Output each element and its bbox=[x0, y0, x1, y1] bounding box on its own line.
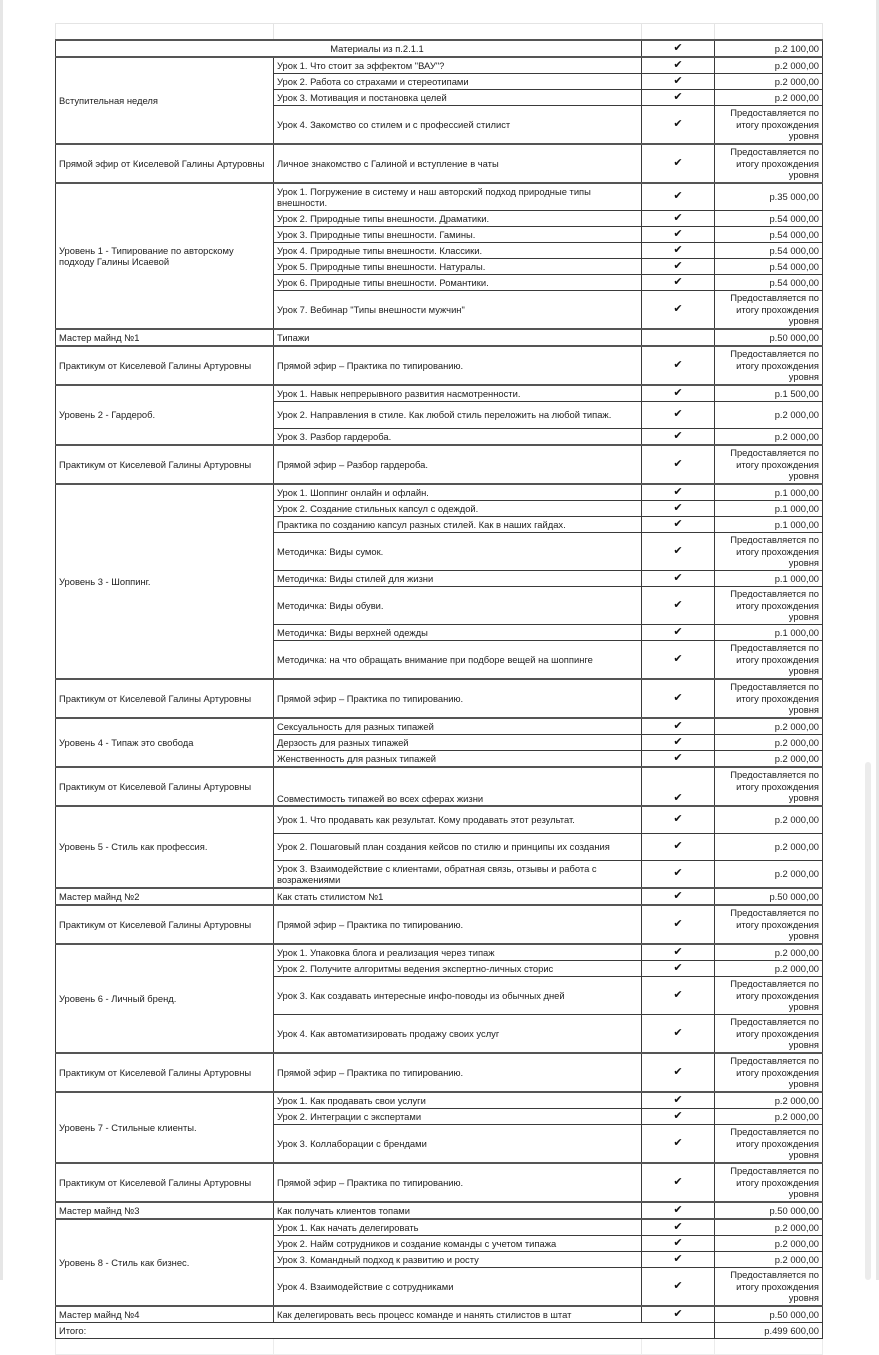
check-icon: ✔ bbox=[642, 1219, 715, 1236]
price-cell: р.2 000,00 bbox=[715, 944, 823, 961]
table-row bbox=[56, 1163, 823, 1202]
materials-price: р.2 100,00 bbox=[715, 40, 823, 57]
lesson-item: Урок 2. Природные типы внешности. Драматики. bbox=[274, 211, 642, 227]
price-table-sheet bbox=[55, 23, 822, 1355]
lesson-item: Совместимость типажей во всех сферах жизни bbox=[274, 767, 642, 806]
lesson-item: Урок 1. Погружение в систему и наш авторский подход природные типы внешности. bbox=[274, 183, 642, 211]
price-cell: р.35 000,00 bbox=[715, 183, 823, 211]
price-cell: р.2 000,00 bbox=[715, 1252, 823, 1268]
check-icon: ✔ bbox=[642, 74, 715, 90]
section-title: Уровень 3 - Шоппинг. bbox=[56, 484, 274, 679]
check-icon: ✔ bbox=[642, 679, 715, 718]
check-icon: ✔ bbox=[642, 625, 715, 641]
table-row bbox=[56, 679, 823, 718]
section-title: Практикум от Киселевой Галины Артуровны bbox=[56, 346, 274, 385]
section-title: Мастер майнд №4 bbox=[56, 1306, 274, 1323]
lesson-item: Урок 3. Коллаборации с брендами bbox=[274, 1125, 642, 1164]
section-title: Прямой эфир от Киселевой Галины Артуровны bbox=[56, 144, 274, 183]
section-title: Уровень 4 - Типаж это свобода bbox=[56, 718, 274, 767]
price-cell: р.2 000,00 bbox=[715, 90, 823, 106]
check-icon: ✔ bbox=[642, 533, 715, 571]
check-icon: ✔ bbox=[642, 1306, 715, 1323]
lesson-item: Дерзость для разных типажей bbox=[274, 735, 642, 751]
lesson-item: Методичка: Виды обуви. bbox=[274, 587, 642, 625]
check-icon: ✔ bbox=[642, 1015, 715, 1054]
price-cell: р.50 000,00 bbox=[715, 1306, 823, 1323]
check-icon: ✔ bbox=[642, 429, 715, 446]
check-icon: ✔ bbox=[642, 57, 715, 74]
materials-label: Материалы из п.2.1.1 bbox=[56, 40, 642, 57]
price-cell: р.1 500,00 bbox=[715, 385, 823, 402]
price-cell: Предоставляется по итогу прохождения уровня bbox=[715, 106, 823, 145]
table-row bbox=[56, 944, 823, 961]
price-cell: р.2 000,00 bbox=[715, 718, 823, 735]
lesson-item: Прямой эфир – Практика по типированию. bbox=[274, 1053, 642, 1092]
check-icon: ✔ bbox=[642, 106, 715, 145]
check-icon: ✔ bbox=[642, 718, 715, 735]
check-icon: ✔ bbox=[642, 1202, 715, 1219]
table-row bbox=[56, 1202, 823, 1219]
check-icon: ✔ bbox=[642, 291, 715, 330]
lesson-item: Методичка: Виды стилей для жизни bbox=[274, 571, 642, 587]
check-icon: ✔ bbox=[642, 1268, 715, 1307]
table-row bbox=[56, 144, 823, 183]
price-cell: р.2 000,00 bbox=[715, 1109, 823, 1125]
lesson-item: Как делегировать весь процесс команде и нанять стилистов в штат bbox=[274, 1306, 642, 1323]
lesson-item: Урок 2. Получите алгоритмы ведения экспертно-личных сторис bbox=[274, 961, 642, 977]
price-cell: р.2 000,00 bbox=[715, 735, 823, 751]
lesson-item: Урок 1. Что продавать как результат. Кому продавать этот результат. bbox=[274, 806, 642, 834]
table-row bbox=[56, 329, 823, 346]
section-title: Практикум от Киселевой Галины Артуровны bbox=[56, 905, 274, 944]
price-cell: р.2 000,00 bbox=[715, 834, 823, 861]
total-label: Итого: bbox=[56, 1323, 715, 1339]
price-cell: р.2 000,00 bbox=[715, 1236, 823, 1252]
price-cell: р.50 000,00 bbox=[715, 888, 823, 905]
section-title: Мастер майнд №2 bbox=[56, 888, 274, 905]
lesson-item: Урок 1. Шоппинг онлайн и офлайн. bbox=[274, 484, 642, 501]
lesson-item: Урок 4. Взаимодействие с сотрудниками bbox=[274, 1268, 642, 1307]
lesson-item: Прямой эфир – Разбор гардероба. bbox=[274, 445, 642, 484]
price-cell: р.2 000,00 bbox=[715, 806, 823, 834]
price-cell: р.54 000,00 bbox=[715, 275, 823, 291]
check-icon: ✔ bbox=[642, 211, 715, 227]
lesson-item: Методичка: Виды верхней одежды bbox=[274, 625, 642, 641]
section-title: Уровень 8 - Стиль как бизнес. bbox=[56, 1219, 274, 1306]
check-icon: ✔ bbox=[642, 1125, 715, 1164]
check-icon: ✔ bbox=[642, 1053, 715, 1092]
price-cell: р.50 000,00 bbox=[715, 329, 823, 346]
course-price-table bbox=[55, 23, 823, 1355]
table-row bbox=[56, 806, 823, 834]
table-row bbox=[56, 1092, 823, 1109]
lesson-item: Урок 3. Как создавать интересные инфо-поводы из обычных дней bbox=[274, 977, 642, 1015]
price-cell: Предоставляется по итогу прохождения уровня bbox=[715, 346, 823, 385]
check-icon: ✔ bbox=[642, 806, 715, 834]
price-cell: р.2 000,00 bbox=[715, 57, 823, 74]
check-icon: ✔ bbox=[642, 905, 715, 944]
price-cell: р.2 000,00 bbox=[715, 751, 823, 768]
price-cell: р.2 000,00 bbox=[715, 861, 823, 889]
lesson-item: Урок 2. Работа со страхами и стереотипами bbox=[274, 74, 642, 90]
price-cell: Предоставляется по итогу прохождения уровня bbox=[715, 1015, 823, 1054]
lesson-item: Урок 2. Пошаговый план создания кейсов по стилю и принципы их создания bbox=[274, 834, 642, 861]
check-icon: ✔ bbox=[642, 977, 715, 1015]
section-title: Мастер майнд №1 bbox=[56, 329, 274, 346]
table-row bbox=[56, 385, 823, 402]
lesson-item: Женственность для разных типажей bbox=[274, 751, 642, 768]
check-icon: ✔ bbox=[642, 90, 715, 106]
lesson-item: Как стать стилистом №1 bbox=[274, 888, 642, 905]
materials-row bbox=[56, 40, 823, 57]
check-icon: ✔ bbox=[642, 961, 715, 977]
price-cell: Предоставляется по итогу прохождения уровня bbox=[715, 1268, 823, 1307]
check-icon: ✔ bbox=[642, 227, 715, 243]
price-cell: р.2 000,00 bbox=[715, 1092, 823, 1109]
price-cell: р.1 000,00 bbox=[715, 501, 823, 517]
check-icon: ✔ bbox=[642, 735, 715, 751]
check-icon: ✔ bbox=[642, 1109, 715, 1125]
check-icon: ✔ bbox=[642, 1236, 715, 1252]
table-row bbox=[56, 1053, 823, 1092]
lesson-item: Прямой эфир – Практика по типированию. bbox=[274, 905, 642, 944]
check-icon: ✔ bbox=[642, 571, 715, 587]
price-cell: р.1 000,00 bbox=[715, 571, 823, 587]
price-cell: р.54 000,00 bbox=[715, 259, 823, 275]
table-row bbox=[56, 905, 823, 944]
lesson-item: Урок 2. Найм сотрудников и создание команды с учетом типажа bbox=[274, 1236, 642, 1252]
section-title: Уровень 6 - Личный бренд. bbox=[56, 944, 274, 1053]
lesson-item: Как получать клиентов топами bbox=[274, 1202, 642, 1219]
lesson-item: Урок 1. Как начать делегировать bbox=[274, 1219, 642, 1236]
price-cell: р.54 000,00 bbox=[715, 227, 823, 243]
lesson-item: Методичка: на что обращать внимание при подборе вещей на шоппинге bbox=[274, 641, 642, 680]
section-title: Практикум от Киселевой Галины Артуровны bbox=[56, 445, 274, 484]
total-row bbox=[56, 1323, 823, 1339]
check-icon: ✔ bbox=[642, 641, 715, 680]
price-cell: р.1 000,00 bbox=[715, 625, 823, 641]
lesson-item: Урок 7. Вебинар "Типы внешности мужчин" bbox=[274, 291, 642, 330]
price-cell: Предоставляется по итогу прохождения уровня bbox=[715, 587, 823, 625]
lesson-item: Прямой эфир – Практика по типированию. bbox=[274, 346, 642, 385]
check-icon bbox=[642, 329, 715, 346]
section-title: Практикум от Киселевой Галины Артуровны bbox=[56, 767, 274, 806]
lesson-item: Методичка: Виды сумок. bbox=[274, 533, 642, 571]
check-icon: ✔ bbox=[642, 517, 715, 533]
table-row bbox=[56, 1306, 823, 1323]
check-icon: ✔ bbox=[642, 40, 715, 57]
check-icon: ✔ bbox=[642, 944, 715, 961]
check-icon: ✔ bbox=[642, 888, 715, 905]
check-icon: ✔ bbox=[642, 501, 715, 517]
section-title: Практикум от Киселевой Галины Артуровны bbox=[56, 1163, 274, 1202]
check-icon: ✔ bbox=[642, 861, 715, 889]
lesson-item: Урок 1. Упаковка блога и реализация через типаж bbox=[274, 944, 642, 961]
lesson-item: Практика по созданию капсул разных стилей. Как в наших гайдах. bbox=[274, 517, 642, 533]
lesson-item: Прямой эфир – Практика по типированию. bbox=[274, 1163, 642, 1202]
price-cell: Предоставляется по итогу прохождения уровня bbox=[715, 291, 823, 330]
lesson-item: Урок 4. Природные типы внешности. Классики. bbox=[274, 243, 642, 259]
lesson-item: Урок 3. Командный подход к развитию и росту bbox=[274, 1252, 642, 1268]
check-icon: ✔ bbox=[642, 346, 715, 385]
price-cell: р.2 000,00 bbox=[715, 402, 823, 429]
section-title: Уровень 1 - Типирование по авторскому подходу Галины Исаевой bbox=[56, 183, 274, 329]
lesson-item: Урок 3. Природные типы внешности. Гамины. bbox=[274, 227, 642, 243]
table-row bbox=[56, 484, 823, 501]
check-icon: ✔ bbox=[642, 144, 715, 183]
check-icon: ✔ bbox=[642, 1163, 715, 1202]
lesson-item: Урок 3. Взаимодействие с клиентами, обратная связь, отзывы и работа с возражениями bbox=[274, 861, 642, 889]
price-cell: Предоставляется по итогу прохождения уровня bbox=[715, 445, 823, 484]
price-cell: Предоставляется по итогу прохождения уровня bbox=[715, 1125, 823, 1164]
check-icon: ✔ bbox=[642, 275, 715, 291]
lesson-item: Урок 2. Направления в стиле. Как любой стиль переложить на любой типаж. bbox=[274, 402, 642, 429]
table-row bbox=[56, 767, 823, 806]
price-cell: р.54 000,00 bbox=[715, 211, 823, 227]
price-cell: р.2 000,00 bbox=[715, 74, 823, 90]
lesson-item: Урок 2. Создание стильных капсул с одеждой. bbox=[274, 501, 642, 517]
price-cell: Предоставляется по итогу прохождения уровня bbox=[715, 1053, 823, 1092]
check-icon: ✔ bbox=[642, 445, 715, 484]
empty-footer-row bbox=[56, 1339, 823, 1355]
check-icon: ✔ bbox=[642, 1092, 715, 1109]
table-row bbox=[56, 718, 823, 735]
check-icon: ✔ bbox=[642, 587, 715, 625]
price-cell: Предоставляется по итогу прохождения уровня bbox=[715, 144, 823, 183]
price-cell: Предоставляется по итогу прохождения уровня bbox=[715, 679, 823, 718]
lesson-item: Урок 1. Как продавать свои услуги bbox=[274, 1092, 642, 1109]
lesson-item: Типажи bbox=[274, 329, 642, 346]
section-title: Уровень 5 - Стиль как профессия. bbox=[56, 806, 274, 888]
table-row bbox=[56, 888, 823, 905]
empty-header-row bbox=[56, 24, 823, 41]
price-cell: Предоставляется по итогу прохождения уровня bbox=[715, 1163, 823, 1202]
lesson-item: Урок 6. Природные типы внешности. Романтики. bbox=[274, 275, 642, 291]
price-cell: р.1 000,00 bbox=[715, 484, 823, 501]
table-row bbox=[56, 57, 823, 74]
check-icon: ✔ bbox=[642, 484, 715, 501]
vertical-scrollbar[interactable] bbox=[865, 762, 871, 1280]
check-icon: ✔ bbox=[642, 243, 715, 259]
table-row bbox=[56, 445, 823, 484]
price-cell: Предоставляется по итогу прохождения уровня bbox=[715, 767, 823, 806]
lesson-item: Урок 4. Как автоматизировать продажу своих услуг bbox=[274, 1015, 642, 1054]
check-icon: ✔ bbox=[642, 402, 715, 429]
lesson-item: Урок 3. Разбор гардероба. bbox=[274, 429, 642, 446]
lesson-item: Урок 4. Закомство со стилем и с профессией стилист bbox=[274, 106, 642, 145]
page-left-edge bbox=[0, 0, 3, 1280]
lesson-item: Урок 2. Интеграции с экспертами bbox=[274, 1109, 642, 1125]
price-cell: Предоставляется по итогу прохождения уровня bbox=[715, 533, 823, 571]
lesson-item: Прямой эфир – Практика по типированию. bbox=[274, 679, 642, 718]
lesson-item: Урок 1. Что стоит за эффектом "ВАУ"? bbox=[274, 57, 642, 74]
check-icon: ✔ bbox=[642, 834, 715, 861]
table-row bbox=[56, 346, 823, 385]
section-title: Мастер майнд №3 bbox=[56, 1202, 274, 1219]
lesson-item: Урок 3. Мотивация и постановка целей bbox=[274, 90, 642, 106]
check-icon: ✔ bbox=[642, 767, 715, 806]
price-cell: р.2 000,00 bbox=[715, 1219, 823, 1236]
section-title: Практикум от Киселевой Галины Артуровны bbox=[56, 679, 274, 718]
price-cell: р.54 000,00 bbox=[715, 243, 823, 259]
section-title: Вступительная неделя bbox=[56, 57, 274, 144]
lesson-item: Урок 1. Навык непрерывного развития насмотренности. bbox=[274, 385, 642, 402]
check-icon: ✔ bbox=[642, 751, 715, 768]
table-row bbox=[56, 1219, 823, 1236]
check-icon: ✔ bbox=[642, 385, 715, 402]
check-icon: ✔ bbox=[642, 259, 715, 275]
lesson-item: Сексуальность для разных типажей bbox=[274, 718, 642, 735]
price-cell: Предоставляется по итогу прохождения уровня bbox=[715, 977, 823, 1015]
check-icon: ✔ bbox=[642, 183, 715, 211]
price-cell: Предоставляется по итогу прохождения уровня bbox=[715, 905, 823, 944]
section-title: Уровень 7 - Стильные клиенты. bbox=[56, 1092, 274, 1163]
price-cell: р.2 000,00 bbox=[715, 429, 823, 446]
total-price: р.499 600,00 bbox=[715, 1323, 823, 1339]
table-row bbox=[56, 183, 823, 211]
section-title: Уровень 2 - Гардероб. bbox=[56, 385, 274, 445]
section-title: Практикум от Киселевой Галины Артуровны bbox=[56, 1053, 274, 1092]
check-icon: ✔ bbox=[642, 1252, 715, 1268]
lesson-item: Личное знакомство с Галиной и вступление в чаты bbox=[274, 144, 642, 183]
price-cell: р.50 000,00 bbox=[715, 1202, 823, 1219]
lesson-item: Урок 5. Природные типы внешности. Натуралы. bbox=[274, 259, 642, 275]
price-cell: р.1 000,00 bbox=[715, 517, 823, 533]
price-cell: р.2 000,00 bbox=[715, 961, 823, 977]
price-cell: Предоставляется по итогу прохождения уровня bbox=[715, 641, 823, 680]
